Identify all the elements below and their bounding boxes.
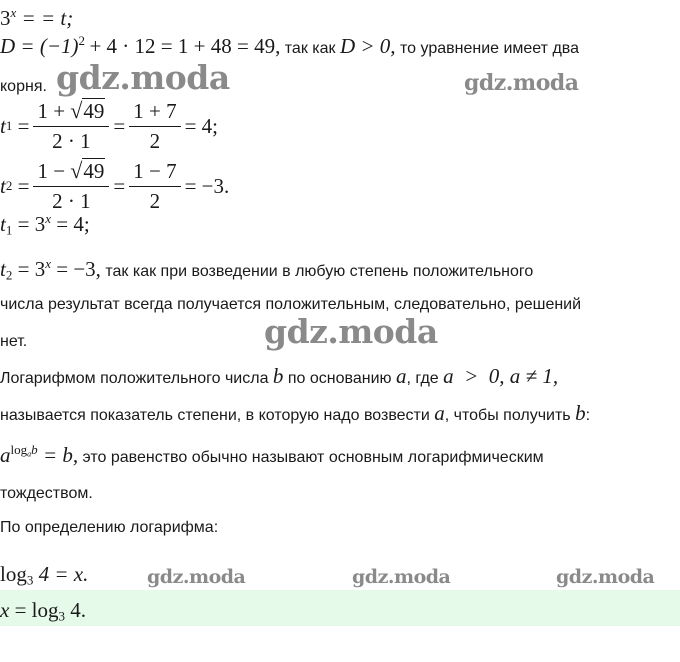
log-definition-line-2: называется показатель степени, в которую надо возвести a, чтобы получить b: bbox=[0, 401, 591, 425]
log-definition-line-1: Логарифмом положительного числа b по основанию a, где a > 0, a ≠ 1, bbox=[0, 364, 559, 388]
t1-fraction-2: $\frac{1 + 7}{2}$ bbox=[129, 99, 180, 154]
log-identity-line: $a^{log_ab} = b$, это равенство обычно называют основным логарифмическим bbox=[0, 441, 544, 467]
identity-term: тождеством. bbox=[0, 485, 93, 502]
by-definition-text: По определению логарифма: bbox=[0, 519, 219, 536]
t1-formula: t 1 = 1 + √ 49 2 · 1 = $\frac{1 + 7}{2}$ = 4; bbox=[0, 98, 219, 153]
substitution-equation: 3$^x$ = = t; bbox=[0, 4, 74, 30]
log-equation: $\log_3 4 = x$. bbox=[0, 562, 89, 588]
watermark-logo: gdz.moda bbox=[264, 312, 438, 351]
watermark-logo: gdz.moda bbox=[147, 566, 246, 588]
watermark-logo: gdz.moda bbox=[464, 70, 579, 96]
answer-highlight bbox=[0, 590, 680, 626]
t2-fraction-1: 1 − √ 49 2 · 1 bbox=[33, 158, 109, 214]
discriminant-line: $D = (-1)^2 + 4 \cdot 12 = 1 + 48 = 49$, так как D > 0, то уравнение имеет два bbox=[0, 32, 579, 58]
t2-formula: t 2 = 1 − √ 49 2 · 1 = $\frac{1 - 7}{2}$ = −3. bbox=[0, 158, 230, 213]
watermark-logo: gdz.moda bbox=[56, 58, 230, 97]
watermark-logo: gdz.moda bbox=[556, 566, 655, 588]
explanation-line-3: нет. bbox=[0, 333, 28, 350]
watermark-logo: gdz.moda bbox=[352, 566, 451, 588]
explanation-line-2: числа результат всегда получается положительным, следовательно, решений bbox=[0, 296, 582, 313]
t2-equation-line: $t_2 = 3^x = -3$, так как при возведении в любую степень положительного bbox=[0, 255, 534, 283]
roots-text: корня. bbox=[0, 78, 47, 95]
t1-equation: $t_1 = 3^x = 4$; bbox=[0, 210, 90, 238]
t2-fraction-2: $\frac{1 - 7}{2}$ bbox=[129, 159, 180, 214]
t1-fraction-1: 1 + √ 49 2 · 1 bbox=[33, 98, 109, 154]
answer-equation: $x = \log_3 4$. bbox=[0, 598, 87, 624]
